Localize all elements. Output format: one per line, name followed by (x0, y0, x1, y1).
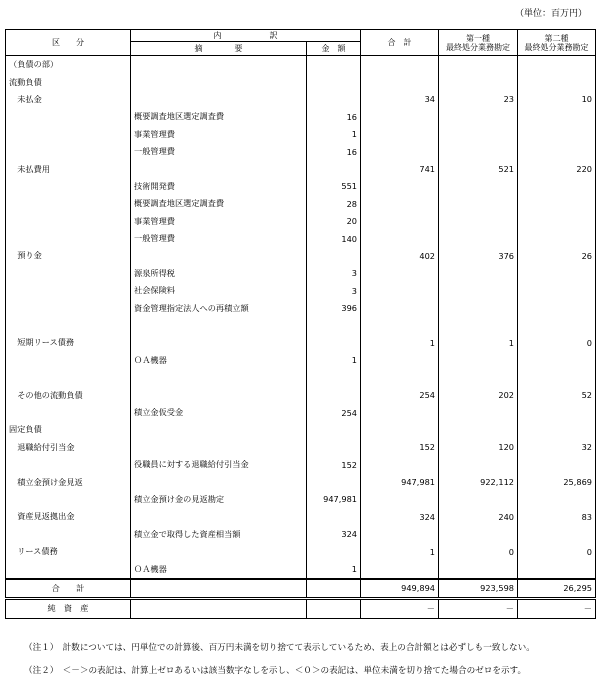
cell-kingaku (307, 91, 361, 108)
cell-dai1 (439, 404, 518, 421)
cell-goukei (361, 230, 439, 247)
cell-goukei (361, 317, 439, 334)
cell-tekiyou (131, 473, 307, 490)
cell-tekiyou (131, 91, 307, 108)
table-row (6, 473, 596, 490)
header-uchiwake: 内 訳 (131, 30, 361, 42)
table-row (6, 369, 596, 386)
cell-kingaku (307, 247, 361, 264)
cell-goukei (361, 265, 439, 282)
cell-kubun: その他の流動負債 (6, 386, 131, 403)
cell-kubun (6, 352, 131, 369)
cell-goukei (361, 143, 439, 160)
cell-kubun: 短期リース債務 (6, 334, 131, 351)
cell-dai1 (439, 491, 518, 508)
cell-tekiyou (131, 56, 307, 74)
cell-tekiyou: 事業管理費 (131, 213, 307, 230)
cell-dai1: 0 (439, 543, 518, 560)
cell-kubun (6, 456, 131, 473)
cell-kingaku (307, 543, 361, 560)
cell-dai2 (518, 213, 596, 230)
cell-dai2 (518, 491, 596, 508)
cell-kingaku: 20 (307, 213, 361, 230)
cell-kingaku: 28 (307, 195, 361, 212)
cell-goukei (361, 108, 439, 125)
cell-dai2: 220 (518, 160, 596, 177)
cell-dai2 (518, 56, 596, 74)
cell-kubun: 未払金 (6, 91, 131, 108)
table-row (6, 404, 596, 421)
cell-dai2 (518, 73, 596, 90)
cell-goukei (361, 560, 439, 578)
cell-tekiyou: 積立金仮受金 (131, 404, 307, 421)
table-row (6, 247, 596, 264)
cell-tekiyou (131, 543, 307, 560)
cell-dai2 (518, 526, 596, 543)
cell-kingaku: 16 (307, 108, 361, 125)
cell-dai1: 922,112 (439, 473, 518, 490)
cell-kubun: 資産見返拠出金 (6, 508, 131, 525)
cell-tekiyou: 源泉所得税 (131, 265, 307, 282)
table-row (6, 439, 596, 456)
table-row (6, 386, 596, 403)
header-tekiyou: 摘 要 (131, 42, 307, 56)
cell-dai1 (439, 560, 518, 578)
cell-kubun: 未払費用 (6, 160, 131, 177)
table-row (6, 195, 596, 212)
table-row (6, 421, 596, 438)
total-goukei: 949,894 (361, 579, 439, 599)
cell-dai1: 23 (439, 91, 518, 108)
cell-dai2 (518, 369, 596, 386)
cell-dai2: 26 (518, 247, 596, 264)
cell-dai2 (518, 404, 596, 421)
table-row (6, 508, 596, 525)
cell-dai1 (439, 73, 518, 90)
cell-dai1 (439, 317, 518, 334)
net-assets-row (6, 599, 596, 618)
total-row (6, 579, 596, 599)
cell-tekiyou (131, 421, 307, 438)
table-row (6, 526, 596, 543)
note-2: （注２） ＜－＞の表記は、計算上ゼロあるいは該当数字なしを示し、＜０＞の表記は、単位未満を切り捨てた場合のゼロを示す。 (24, 666, 527, 676)
cell-goukei: 254 (361, 386, 439, 403)
cell-goukei: 324 (361, 508, 439, 525)
table-row (6, 334, 596, 351)
cell-kingaku: 1 (307, 560, 361, 578)
cell-dai2: 10 (518, 91, 596, 108)
cell-goukei (361, 421, 439, 438)
table-row (6, 160, 596, 177)
cell-dai1: 120 (439, 439, 518, 456)
cell-goukei: 947,981 (361, 473, 439, 490)
cell-kubun: 預り金 (6, 247, 131, 264)
cell-dai2 (518, 282, 596, 299)
cell-tekiyou: 社会保険料 (131, 282, 307, 299)
table-row (6, 543, 596, 560)
cell-kubun (6, 282, 131, 299)
cell-kingaku (307, 317, 361, 334)
cell-dai1 (439, 213, 518, 230)
cell-kubun (6, 491, 131, 508)
cell-dai2 (518, 456, 596, 473)
cell-kubun (6, 195, 131, 212)
cell-goukei (361, 213, 439, 230)
cell-kingaku: 551 (307, 178, 361, 195)
cell-dai1: 376 (439, 247, 518, 264)
cell-tekiyou (131, 439, 307, 456)
cell-kingaku: 16 (307, 143, 361, 160)
cell-dai2: 52 (518, 386, 596, 403)
cell-kubun (6, 230, 131, 247)
cell-dai1: 202 (439, 386, 518, 403)
table-row (6, 213, 596, 230)
cell-goukei: 402 (361, 247, 439, 264)
cell-dai1 (439, 230, 518, 247)
cell-kingaku: 140 (307, 230, 361, 247)
cell-kingaku (307, 56, 361, 74)
cell-dai2 (518, 352, 596, 369)
cell-kubun (6, 299, 131, 316)
cell-dai1 (439, 299, 518, 316)
cell-tekiyou: 技術開発費 (131, 178, 307, 195)
cell-dai1 (439, 421, 518, 438)
cell-kingaku: 152 (307, 456, 361, 473)
cell-tekiyou: 積立金で取得した資産相当額 (131, 526, 307, 543)
note-1: （注１） 計数については、円単位での計算後、百万円未満を切り捨てて表示しているため、表上の合計額とは必ずしも一致しない。 (24, 643, 535, 653)
cell-tekiyou: 概要調査地区選定調査費 (131, 108, 307, 125)
cell-kubun (6, 213, 131, 230)
cell-kingaku: 254 (307, 404, 361, 421)
header-dai1: 第一種 最終処分業務勘定 (439, 30, 518, 56)
net-assets-label: 純 資 産 (6, 599, 131, 618)
cell-kubun: 固定負債 (6, 421, 131, 438)
cell-kubun (6, 404, 131, 421)
cell-kubun: 流動負債 (6, 73, 131, 90)
table-row (6, 108, 596, 125)
cell-kubun: 積立金預け金見返 (6, 473, 131, 490)
cell-tekiyou: 一般管理費 (131, 143, 307, 160)
cell-goukei (361, 178, 439, 195)
table-row (6, 282, 596, 299)
cell-dai1 (439, 126, 518, 143)
cell-dai2 (518, 421, 596, 438)
cell-kubun: （負債の部） (6, 56, 131, 74)
total-label: 合 計 (6, 579, 131, 599)
cell-kingaku: 947,981 (307, 491, 361, 508)
cell-kubun (6, 178, 131, 195)
cell-kingaku (307, 73, 361, 90)
cell-tekiyou: ＯＡ機器 (131, 352, 307, 369)
net-assets-dai1: － (439, 599, 518, 618)
cell-dai2 (518, 143, 596, 160)
cell-dai1 (439, 195, 518, 212)
table-row (6, 491, 596, 508)
cell-goukei: 1 (361, 334, 439, 351)
cell-dai1 (439, 369, 518, 386)
cell-dai1 (439, 108, 518, 125)
cell-tekiyou (131, 160, 307, 177)
header-goukei: 合 計 (361, 30, 439, 56)
cell-kubun (6, 369, 131, 386)
cell-dai1: 521 (439, 160, 518, 177)
cell-dai2 (518, 230, 596, 247)
cell-kingaku (307, 508, 361, 525)
cell-dai1: 240 (439, 508, 518, 525)
cell-dai2: 0 (518, 334, 596, 351)
table-row (6, 560, 596, 578)
cell-dai2 (518, 265, 596, 282)
cell-goukei (361, 352, 439, 369)
header-kingaku: 金 額 (307, 42, 361, 56)
cell-kubun (6, 317, 131, 334)
cell-kubun: リース債務 (6, 543, 131, 560)
table-row (6, 143, 596, 160)
cell-kingaku (307, 439, 361, 456)
cell-kingaku: 1 (307, 352, 361, 369)
cell-dai2 (518, 299, 596, 316)
cell-goukei (361, 526, 439, 543)
cell-dai2: 32 (518, 439, 596, 456)
net-assets-dai2: － (518, 599, 596, 618)
cell-goukei (361, 73, 439, 90)
cell-goukei: 741 (361, 160, 439, 177)
cell-kubun (6, 108, 131, 125)
cell-kingaku (307, 386, 361, 403)
table-row (6, 56, 596, 74)
cell-goukei (361, 491, 439, 508)
cell-goukei (361, 299, 439, 316)
cell-tekiyou (131, 508, 307, 525)
cell-goukei: 34 (361, 91, 439, 108)
cell-tekiyou: 積立金預け金の見返勘定 (131, 491, 307, 508)
cell-tekiyou (131, 334, 307, 351)
cell-goukei (361, 195, 439, 212)
table-row (6, 91, 596, 108)
cell-kingaku (307, 369, 361, 386)
cell-goukei (361, 369, 439, 386)
cell-goukei (361, 456, 439, 473)
table-row (6, 73, 596, 90)
cell-tekiyou: ＯＡ機器 (131, 560, 307, 578)
liabilities-table (5, 29, 596, 619)
cell-dai2 (518, 178, 596, 195)
cell-dai1 (439, 352, 518, 369)
cell-dai2 (518, 195, 596, 212)
cell-tekiyou: 概要調査地区選定調査費 (131, 195, 307, 212)
table-row (6, 299, 596, 316)
table-row (6, 352, 596, 369)
net-assets-goukei: － (361, 599, 439, 618)
cell-tekiyou (131, 369, 307, 386)
cell-dai2: 25,869 (518, 473, 596, 490)
cell-dai1 (439, 526, 518, 543)
table-row (6, 126, 596, 143)
cell-kubun (6, 526, 131, 543)
cell-tekiyou (131, 247, 307, 264)
cell-dai2 (518, 126, 596, 143)
cell-tekiyou: 役職員に対する退職給付引当金 (131, 456, 307, 473)
cell-tekiyou (131, 73, 307, 90)
cell-kingaku: 324 (307, 526, 361, 543)
cell-tekiyou (131, 317, 307, 334)
cell-goukei (361, 404, 439, 421)
cell-kingaku (307, 334, 361, 351)
cell-dai2 (518, 560, 596, 578)
cell-kingaku: 3 (307, 265, 361, 282)
cell-kingaku: 3 (307, 282, 361, 299)
cell-goukei: 1 (361, 543, 439, 560)
cell-tekiyou: 資金管理指定法人への再積立額 (131, 299, 307, 316)
cell-kingaku (307, 160, 361, 177)
cell-kubun: 退職給付引当金 (6, 439, 131, 456)
cell-kingaku: 396 (307, 299, 361, 316)
cell-dai2: 83 (518, 508, 596, 525)
cell-tekiyou: 一般管理費 (131, 230, 307, 247)
cell-kubun (6, 143, 131, 160)
cell-kingaku (307, 473, 361, 490)
table-row (6, 178, 596, 195)
table-row (6, 265, 596, 282)
cell-dai1: 1 (439, 334, 518, 351)
cell-dai1 (439, 282, 518, 299)
cell-kubun (6, 560, 131, 578)
cell-dai2 (518, 108, 596, 125)
cell-tekiyou (131, 386, 307, 403)
cell-goukei (361, 126, 439, 143)
header-dai2: 第二種 最終処分業務勘定 (518, 30, 596, 56)
cell-kubun (6, 126, 131, 143)
header-kubun: 区 分 (6, 30, 131, 56)
cell-dai1 (439, 265, 518, 282)
table-row (6, 230, 596, 247)
cell-kingaku: 1 (307, 126, 361, 143)
total-dai2: 26,295 (518, 579, 596, 599)
table-row (6, 317, 596, 334)
total-dai1: 923,598 (439, 579, 518, 599)
cell-kingaku (307, 421, 361, 438)
cell-dai1 (439, 143, 518, 160)
cell-kubun (6, 265, 131, 282)
table-row (6, 456, 596, 473)
unit-label: （単位：百万円） (515, 9, 588, 19)
cell-goukei (361, 282, 439, 299)
cell-dai1 (439, 456, 518, 473)
cell-tekiyou: 事業管理費 (131, 126, 307, 143)
cell-dai2 (518, 317, 596, 334)
cell-goukei (361, 56, 439, 74)
cell-dai1 (439, 178, 518, 195)
cell-goukei: 152 (361, 439, 439, 456)
cell-dai1 (439, 56, 518, 74)
cell-dai2: 0 (518, 543, 596, 560)
